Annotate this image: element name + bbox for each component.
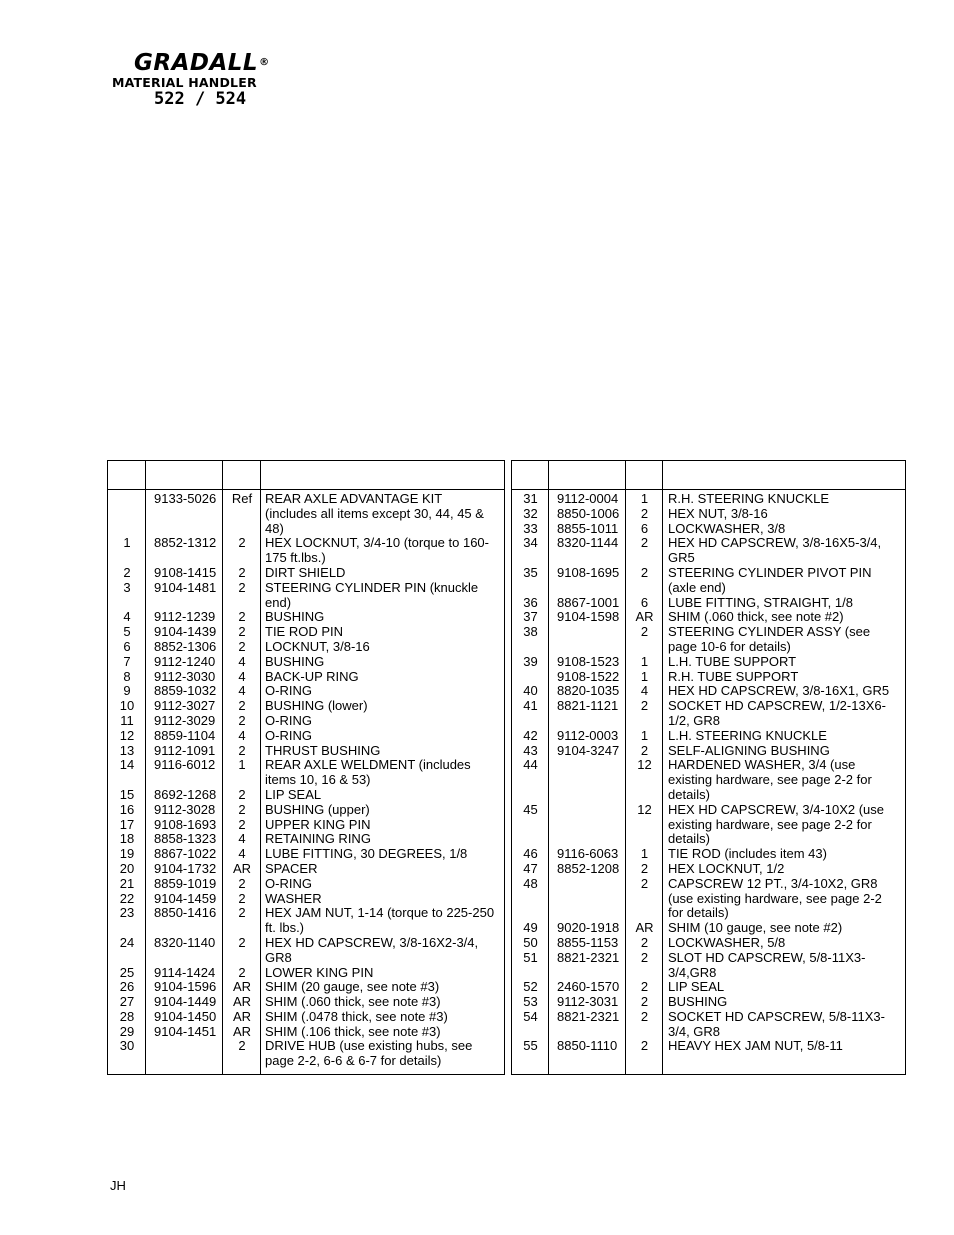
model-number: 522 / 524 — [154, 89, 247, 109]
parts-row — [108, 847, 504, 862]
quantity: 2 — [238, 638, 246, 654]
item-number: 51 — [523, 949, 538, 965]
parts-row — [108, 492, 504, 536]
parts-row — [108, 610, 504, 625]
quantity: 2 — [238, 875, 246, 891]
parts-row — [108, 758, 504, 788]
item-number: 37 — [523, 609, 538, 625]
description: BUSHING — [668, 994, 728, 1010]
parts-row — [512, 758, 905, 802]
item-number: 16 — [119, 801, 135, 817]
part-number: 9104-3247 — [557, 742, 620, 758]
part-number: 9104-1596 — [154, 979, 217, 995]
parts-row — [512, 566, 905, 596]
part-number: 9112-3031 — [557, 994, 619, 1010]
part-number: 9104-1481 — [154, 579, 217, 595]
item-number: 40 — [523, 683, 538, 699]
item-number: 48 — [523, 875, 538, 891]
part-number: 8859-1104 — [154, 727, 216, 743]
description: BUSHING (lower) — [265, 698, 368, 714]
parts-row — [108, 1010, 504, 1025]
quantity: 12 — [637, 801, 652, 817]
description: LOCKWASHER, 5/8 — [668, 934, 786, 950]
parts-row — [512, 507, 905, 522]
quantity: 2 — [640, 949, 649, 965]
quantity: 2 — [238, 964, 246, 980]
quantity: 2 — [238, 934, 246, 950]
quantity: 2 — [640, 994, 649, 1010]
item-number: 33 — [523, 520, 538, 536]
part-number: 8821-1121 — [557, 698, 619, 714]
parts-row — [512, 684, 905, 699]
parts-row — [512, 670, 905, 685]
description: HEX LOCKNUT, 1/2 — [668, 860, 785, 876]
part-number: 8320-1140 — [154, 934, 216, 950]
quantity: 4 — [238, 846, 246, 862]
item-number: 46 — [523, 846, 538, 862]
quantity: 4 — [238, 653, 246, 669]
item-number: 13 — [119, 742, 135, 758]
item-number: 32 — [523, 505, 538, 521]
description: SELF-ALIGNING BUSHING — [668, 742, 830, 758]
quantity: 1 — [238, 757, 246, 773]
quantity: AR — [232, 1023, 252, 1039]
item-number: 2 — [123, 564, 131, 580]
parts-row — [108, 625, 504, 640]
part-number: 9108-1695 — [557, 564, 620, 580]
parts-row — [512, 980, 905, 995]
item-number: 43 — [523, 742, 538, 758]
quantity: AR — [232, 994, 252, 1010]
description: R.H. TUBE SUPPORT — [668, 668, 799, 684]
parts-row — [512, 699, 905, 729]
part-number: 9104-1451 — [154, 1023, 217, 1039]
part-number: 8855-1011 — [557, 520, 619, 536]
item-number: 12 — [119, 727, 135, 743]
description: L.H. TUBE SUPPORT — [668, 653, 797, 669]
parts-row — [108, 699, 504, 714]
parts-row — [108, 892, 504, 907]
part-number: 9112-0004 — [557, 491, 619, 506]
header-divider — [108, 489, 504, 490]
parts-row — [108, 581, 504, 611]
quantity: 4 — [238, 683, 246, 699]
description: O-RING — [265, 727, 312, 743]
item-number: 11 — [120, 712, 134, 728]
description: HEX LOCKNUT, 3/4-10 (torque to 160-175 ft.lbs.) — [265, 535, 489, 566]
part-number: 8855-1153 — [557, 934, 619, 950]
item-number: 18 — [119, 831, 135, 847]
parts-row — [108, 684, 504, 699]
part-number: 8852-1208 — [557, 860, 620, 876]
part-number: 9104-1439 — [154, 624, 217, 640]
part-number: 9112-1091 — [154, 742, 216, 758]
part-number: 2460-1570 — [557, 979, 620, 995]
quantity: 4 — [640, 683, 649, 699]
item-number: 31 — [523, 491, 538, 506]
item-number: 24 — [119, 934, 135, 950]
description: SHIM (.106 thick, see note #3) — [265, 1023, 441, 1039]
part-number: 9116-6063 — [557, 846, 619, 862]
description: SPACER — [265, 860, 318, 876]
quantity: 1 — [640, 846, 649, 862]
description: LUBE FITTING, STRAIGHT, 1/8 — [668, 594, 853, 610]
brand-name: GRADALL® — [134, 50, 270, 76]
quantity: 6 — [640, 520, 649, 536]
item-number: 17 — [119, 816, 135, 832]
item-number: 1 — [123, 535, 131, 551]
description: LOCKWASHER, 3/8 — [668, 520, 786, 536]
quantity: 2 — [238, 905, 246, 921]
quantity: 2 — [640, 934, 649, 950]
registered-mark: ® — [259, 57, 270, 68]
description: SHIM (.0478 thick, see note #3) — [265, 1008, 448, 1024]
description: BUSHING (upper) — [265, 801, 370, 817]
description: THRUST BUSHING — [265, 742, 381, 758]
quantity: 2 — [640, 1038, 649, 1054]
item-number: 49 — [523, 920, 538, 936]
item-number: 14 — [119, 757, 135, 773]
description: STEERING CYLINDER PIN (knuckle end) — [265, 579, 479, 610]
item-number: 55 — [523, 1038, 538, 1054]
parts-row — [512, 995, 905, 1010]
description: STEERING CYLINDER ASSY (see page 10-6 for details) — [668, 624, 871, 654]
part-number: 8820-1035 — [557, 683, 620, 699]
part-number: 8852-1306 — [154, 638, 217, 654]
parts-row — [108, 729, 504, 744]
part-number: 9112-3029 — [154, 712, 216, 728]
description: HARDENED WASHER, 3/4 (use existing hardware, see page 2-2 for details) — [668, 757, 872, 802]
part-number: 9108-1415 — [154, 564, 217, 580]
parts-row — [512, 625, 905, 655]
quantity: 2 — [238, 698, 246, 714]
parts-row — [108, 803, 504, 818]
description: TIE ROD (includes item 43) — [668, 846, 827, 862]
quantity: 2 — [640, 1008, 649, 1024]
part-number: 8821-2321 — [557, 949, 620, 965]
item-number: 30 — [119, 1038, 135, 1054]
description: LUBE FITTING, 30 DEGREES, 1/8 — [265, 846, 468, 862]
part-number: 9112-1240 — [154, 653, 216, 669]
parts-row — [108, 906, 504, 936]
description: LOWER KING PIN — [265, 964, 374, 980]
description: HEX JAM NUT, 1-14 (torque to 225-250 ft. lbs.) — [265, 905, 495, 936]
item-number: 23 — [119, 905, 135, 921]
quantity: 2 — [238, 564, 246, 580]
product-subtitle: MATERIAL HANDLER — [112, 75, 257, 90]
item-number: 41 — [523, 698, 538, 714]
description: BACK-UP RING — [265, 668, 359, 684]
parts-row — [108, 862, 504, 877]
quantity: AR — [635, 920, 654, 936]
parts-row — [512, 936, 905, 951]
item-number: 50 — [523, 934, 538, 950]
parts-table-left — [107, 460, 505, 1075]
parts-row — [512, 1039, 905, 1054]
part-number: 8821-2321 — [557, 1008, 620, 1024]
part-number: 9104-1449 — [154, 994, 217, 1010]
item-number: 10 — [119, 698, 135, 714]
parts-row — [512, 877, 905, 921]
part-number: 9112-3030 — [154, 668, 216, 684]
parts-row — [108, 714, 504, 729]
quantity: 2 — [640, 979, 649, 995]
parts-row — [108, 832, 504, 847]
parts-row — [512, 522, 905, 537]
description: O-RING — [265, 683, 312, 699]
quantity: 2 — [238, 712, 246, 728]
item-number: 52 — [523, 979, 538, 995]
description: HEX HD CAPSCREW, 3/8-16X2-3/4, GR8 — [265, 934, 479, 965]
parts-row — [512, 610, 905, 625]
quantity: 4 — [238, 831, 246, 847]
item-number: 44 — [523, 757, 538, 773]
parts-table-right — [511, 460, 906, 1075]
description: LOCKNUT, 3/8-16 — [265, 638, 370, 654]
description: WASHER — [265, 890, 322, 906]
item-number: 38 — [523, 624, 538, 640]
footer-initials: JH — [110, 1178, 126, 1193]
item-number: 9 — [123, 683, 131, 699]
part-number: 9104-1450 — [154, 1008, 217, 1024]
quantity: 2 — [640, 564, 649, 580]
description: DIRT SHIELD — [265, 564, 346, 580]
quantity: 2 — [238, 535, 246, 551]
description: SHIM (20 gauge, see note #3) — [265, 979, 440, 995]
quantity: 2 — [238, 1038, 246, 1054]
description: HEX NUT, 3/8-16 — [668, 505, 768, 521]
parts-row — [108, 995, 504, 1010]
item-number: 42 — [523, 727, 538, 743]
description: O-RING — [265, 712, 312, 728]
description: STEERING CYLINDER PIVOT PIN (axle end) — [668, 564, 872, 595]
parts-row — [108, 936, 504, 966]
quantity: 2 — [238, 801, 246, 817]
description: TIE ROD PIN — [265, 624, 344, 640]
quantity: 2 — [238, 742, 246, 758]
quantity: 1 — [640, 727, 649, 743]
description: BUSHING — [265, 653, 325, 669]
description: SHIM (10 gauge, see note #2) — [668, 920, 843, 936]
parts-row — [512, 729, 905, 744]
quantity: AR — [232, 1008, 252, 1024]
part-number: 8850-1110 — [557, 1038, 618, 1054]
item-number: 39 — [523, 653, 538, 669]
parts-row — [108, 536, 504, 566]
quantity: AR — [232, 860, 252, 876]
description: HEX HD CAPSCREW, 3/8-16X1, GR5 — [668, 683, 890, 699]
quantity: 2 — [640, 624, 649, 640]
description: UPPER KING PIN — [265, 816, 371, 832]
gradall-logo — [112, 50, 302, 108]
quantity: 2 — [640, 742, 649, 758]
description: SOCKET HD CAPSCREW, 5/8-11X3-3/4, GR8 — [668, 1008, 885, 1039]
parts-row — [108, 1025, 504, 1040]
item-number: 27 — [119, 994, 135, 1010]
part-number: 9114-1424 — [154, 964, 216, 980]
parts-row — [108, 640, 504, 655]
part-number: 8850-1006 — [557, 505, 620, 521]
quantity: 2 — [238, 579, 246, 595]
part-number: 8859-1032 — [154, 683, 217, 699]
parts-row — [108, 788, 504, 803]
parts-row — [512, 536, 905, 566]
item-number: 28 — [119, 1008, 135, 1024]
item-number: 6 — [123, 638, 131, 654]
part-number: 9108-1522 — [557, 668, 620, 684]
parts-row — [512, 1010, 905, 1040]
part-number: 9020-1918 — [557, 920, 620, 936]
part-number: 8859-1019 — [154, 875, 217, 891]
part-number: 9116-6012 — [154, 757, 216, 773]
parts-list-left — [108, 492, 504, 1069]
part-number: 9133-5026 — [154, 491, 217, 506]
part-number: 8850-1416 — [154, 905, 217, 921]
description: REAR AXLE WELDMENT (includes items 10, 16 & 53) — [265, 757, 471, 788]
parts-row — [512, 803, 905, 847]
item-number: 19 — [119, 846, 135, 862]
part-number: 9104-1598 — [557, 609, 620, 625]
parts-row — [108, 655, 504, 670]
parts-row — [108, 877, 504, 892]
quantity: 2 — [238, 816, 246, 832]
description: SHIM (.060 thick, see note #3) — [265, 994, 441, 1010]
description: LIP SEAL — [668, 979, 725, 995]
part-number: 9112-3027 — [154, 698, 216, 714]
parts-row — [108, 980, 504, 995]
parts-row — [512, 921, 905, 936]
part-number: 9104-1459 — [154, 890, 217, 906]
item-number: 20 — [119, 860, 135, 876]
parts-row — [512, 862, 905, 877]
item-number: 15 — [119, 786, 135, 802]
parts-list-right — [512, 492, 905, 1054]
description: LIP SEAL — [265, 786, 322, 802]
quantity: 2 — [238, 890, 246, 906]
quantity: 1 — [640, 491, 649, 506]
parts-row — [108, 566, 504, 581]
item-number: 7 — [123, 653, 131, 669]
parts-row — [512, 655, 905, 670]
quantity: 4 — [238, 668, 246, 684]
item-number: 47 — [523, 860, 538, 876]
item-number: 8 — [123, 668, 131, 684]
item-number: 36 — [523, 594, 538, 610]
parts-row — [512, 951, 905, 981]
quantity: 2 — [238, 624, 246, 640]
item-number: 22 — [119, 890, 135, 906]
quantity: 2 — [640, 505, 649, 521]
parts-row — [108, 670, 504, 685]
description: HEX HD CAPSCREW, 3/8-16X5-3/4, GR5 — [668, 535, 882, 566]
part-number: 9108-1523 — [557, 653, 620, 669]
description: HEX HD CAPSCREW, 3/4-10X2 (use existing hardware, see page 2-2 for details) — [668, 801, 885, 847]
quantity: 2 — [640, 698, 649, 714]
item-number: 5 — [123, 624, 131, 640]
header-divider — [512, 489, 905, 490]
description: R.H. STEERING KNUCKLE — [668, 491, 830, 506]
part-number: 8858-1323 — [154, 831, 217, 847]
item-number: 4 — [123, 609, 131, 625]
quantity: Ref — [231, 491, 253, 506]
item-number: 3 — [123, 579, 131, 595]
description: BUSHING — [265, 609, 325, 625]
quantity: 2 — [238, 786, 246, 802]
item-number: 21 — [119, 875, 135, 891]
parts-row — [108, 966, 504, 981]
quantity: 1 — [640, 668, 649, 684]
part-number: 9104-1732 — [154, 860, 217, 876]
item-number: 35 — [523, 564, 538, 580]
description: O-RING — [265, 875, 312, 891]
description: REAR AXLE ADVANTAGE KIT (includes all items except 30, 44, 45 & 48) — [265, 491, 484, 536]
description: SLOT HD CAPSCREW, 5/8-11X3-3/4,GR8 — [668, 949, 866, 980]
item-number: 54 — [523, 1008, 538, 1024]
quantity: 2 — [640, 860, 649, 876]
item-number: 25 — [119, 964, 135, 980]
quantity: 6 — [640, 594, 649, 610]
description: DRIVE HUB (use existing hubs, see page 2-2, 6-6 & 6-7 for details) — [265, 1038, 473, 1069]
description: RETAINING RING — [265, 831, 371, 847]
parts-row — [108, 818, 504, 833]
quantity: 12 — [637, 757, 652, 773]
quantity: 2 — [640, 535, 649, 551]
item-number: 45 — [523, 801, 538, 817]
part-number: 8852-1312 — [154, 535, 217, 551]
description: SHIM (.060 thick, see note #2) — [668, 609, 844, 625]
quantity: AR — [232, 979, 252, 995]
description: HEAVY HEX JAM NUT, 5/8-11 — [668, 1038, 843, 1054]
quantity: 1 — [640, 653, 649, 669]
parts-row — [512, 847, 905, 862]
parts-row — [108, 1039, 504, 1069]
item-number: 53 — [523, 994, 538, 1010]
part-number: 8867-1022 — [154, 846, 217, 862]
part-number: 8867-1001 — [557, 594, 620, 610]
part-number: 8692-1268 — [154, 786, 217, 802]
item-number: 26 — [119, 979, 135, 995]
description: L.H. STEERING KNUCKLE — [668, 727, 827, 743]
part-number: 9112-3028 — [154, 801, 216, 817]
parts-row — [512, 596, 905, 611]
item-number: 34 — [523, 535, 538, 551]
parts-row — [512, 744, 905, 759]
item-number: 29 — [119, 1023, 135, 1039]
parts-row — [108, 744, 504, 759]
quantity: 4 — [238, 727, 246, 743]
part-number: 9112-1239 — [154, 609, 216, 625]
part-number: 9108-1693 — [154, 816, 217, 832]
quantity: AR — [635, 609, 654, 625]
quantity: 2 — [238, 609, 246, 625]
parts-row — [512, 492, 905, 507]
description: CAPSCREW 12 PT., 3/4-10X2, GR8 (use existing hardware, see page 2-2 for details) — [668, 875, 882, 921]
part-number: 9112-0003 — [557, 727, 619, 743]
description: SOCKET HD CAPSCREW, 1/2-13X6-1/2, GR8 — [668, 698, 886, 728]
quantity: 2 — [640, 875, 649, 891]
part-number: 8320-1144 — [557, 535, 619, 551]
